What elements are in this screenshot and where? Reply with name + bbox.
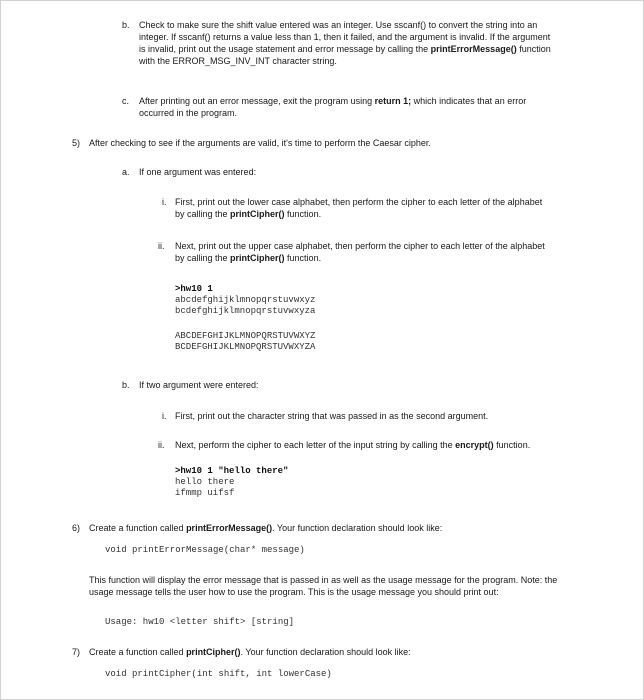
- item-5-label: 5): [72, 138, 81, 148]
- item-5b-ii-text: Next, perform the cipher to each letter of the input string by calling the encrypt() function.: [175, 440, 531, 450]
- example-command: >hw10 1 "hello there": [175, 466, 289, 476]
- item-5a-ii-line: by calling the printCipher() function.: [175, 253, 322, 263]
- item-6-code: void printErrorMessage(char* message): [105, 545, 305, 555]
- example-lowercase-plain: abcdefghijklmnopqrstuvwxyz: [175, 295, 316, 305]
- item-6-text: Create a function called printErrorMessage(). Your function declaration should look like:: [89, 523, 443, 533]
- item-b-label: b.: [122, 20, 130, 30]
- example-command: >hw10 1: [175, 284, 213, 294]
- item-5a-i-text: [175, 196, 595, 220]
- usage-message-code: Usage: hw10 <letter shift> [string]: [105, 617, 295, 627]
- item-5a-i-line: by calling the printCipher() function.: [175, 209, 322, 219]
- example-lowercase-cipher: bcdefghijklmnopqrstuvwxyza: [175, 306, 316, 316]
- item-6-desc-line: This function will display the error message that is passed in as well as the usage message for the program. Note: the: [89, 575, 558, 585]
- item-5a-ii-line: Next, print out the upper case alphabet, then perform the cipher to each letter of the alphabet: [175, 241, 545, 251]
- item-5-text: After checking to see if the arguments are valid, it's time to perform the Caesar cipher.: [89, 138, 431, 148]
- item-5a-i-label: i.: [162, 197, 167, 207]
- item-5b-i-text: First, print out the character string that was passed in as the second argument.: [175, 411, 489, 421]
- item-5a-ii-text: [175, 240, 595, 264]
- example-uppercase-cipher: BCDEFGHIJKLMNOPQRSTUVWXYZA: [175, 342, 316, 352]
- item-b-line: is invalid, print out the usage statement and error message by calling the printErrorMessage() function: [139, 44, 551, 54]
- item-5b-ii-label: ii.: [158, 440, 165, 450]
- item-6-desc-line: usage message tells the user how to use the program. This is the usage message you should print out:: [89, 587, 499, 597]
- example-uppercase-plain: ABCDEFGHIJKLMNOPQRSTUVWXYZ: [175, 331, 316, 341]
- item-7-code: void printCipher(int shift, int lowerCase): [105, 669, 332, 679]
- item-c-label: c.: [122, 96, 130, 106]
- example-output-two-args: [175, 466, 288, 499]
- item-5a-i-line: First, print out the lower case alphabet, then perform the cipher to each letter of the alphabet: [175, 197, 543, 207]
- item-7-label: 7): [72, 647, 81, 657]
- item-7-text: Create a function called printCipher(). Your function declaration should look like:: [89, 647, 411, 657]
- item-6-description: [89, 574, 609, 598]
- item-5b-text: If two argument were entered:: [139, 380, 259, 390]
- example-output-one-arg: [175, 284, 315, 353]
- item-b-text: [139, 19, 599, 67]
- item-c-text: [139, 95, 599, 119]
- example-cipher-string: ifmmp uifsf: [175, 488, 235, 498]
- item-5a-ii-label: ii.: [158, 241, 165, 251]
- item-5a-label: a.: [122, 167, 130, 177]
- example-plain-string: hello there: [175, 477, 235, 487]
- item-c-line: occurred in the program.: [139, 108, 238, 118]
- item-6-label: 6): [72, 523, 81, 533]
- item-c-line: After printing out an error message, exit the program using return 1; which indicates that an error: [139, 96, 527, 106]
- item-5b-i-label: i.: [162, 411, 167, 421]
- item-5a-text: If one argument was entered:: [139, 167, 257, 177]
- item-b-line: integer. If sscanf() returns a value less than 1, then it failed, and the argument is invalid. If the argument: [139, 32, 551, 42]
- item-b-line: with the ERROR_MSG_INV_INT character string.: [139, 56, 337, 66]
- item-b-line: Check to make sure the shift value entered was an integer. Use sscanf() to convert the string into an: [139, 20, 538, 30]
- item-5b-label: b.: [122, 380, 130, 390]
